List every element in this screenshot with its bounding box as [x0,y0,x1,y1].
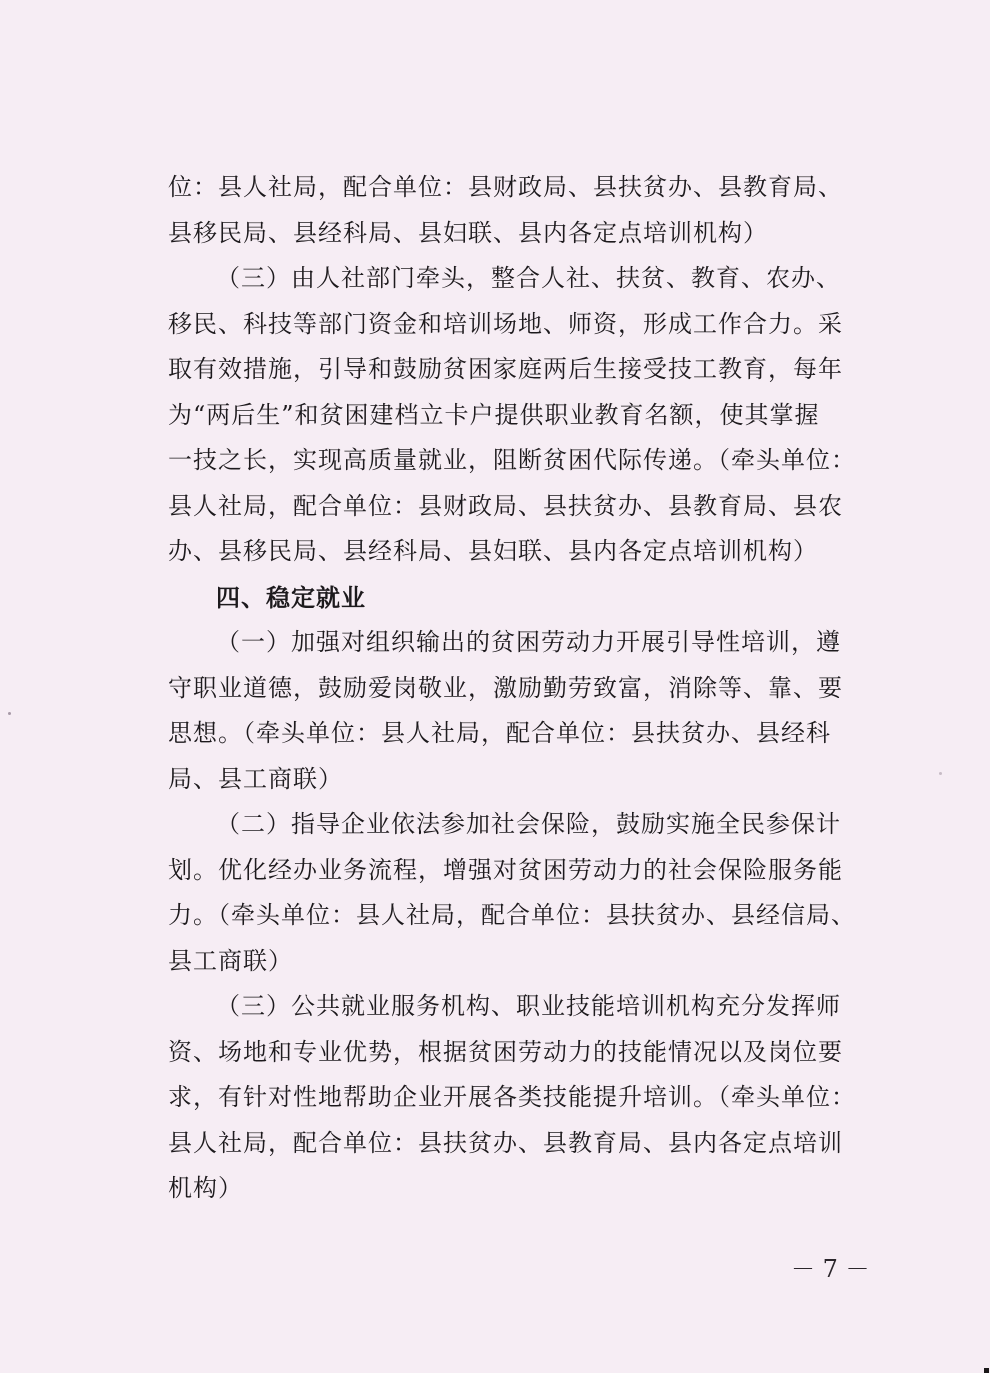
section-three-paragraph [168,256,868,575]
section-heading: 四、稳定就业 [216,582,366,612]
paragraph-line: 思想。（牵头单位：县人社局，配合单位：县扶贫办、县经科 [168,719,831,747]
paragraph-line: 取有效措施，引导和鼓励贫困家庭两后生接受技工教育，每年 [168,355,843,383]
document-body [168,165,868,1212]
paragraph-line: 县人社局，配合单位：县财政局、县扶贫办、县教育局、县农 [168,491,843,520]
paragraph-line: （一）加强对组织输出的贫困劳动力开展引导性培训，遵 [216,628,841,656]
paragraph-line: 办、县移民局、县经科局、县妇联、县内各定点培训机构） [168,537,818,565]
paragraph-line: （三）由人社部门牵头，整合人社、扶贫、教育、农办、 [216,264,841,292]
paragraph-line: 县工商联） [168,946,293,975]
scan-edge-mark [984,1368,989,1373]
paragraph-line: 县移民局、县经科局、县妇联、县内各定点培训机构） [168,218,768,247]
paragraph-line: 位：县人社局，配合单位：县财政局、县扶贫办、县教育局、 [168,173,843,201]
paragraph-line: 机构） [168,1174,243,1202]
continuation-paragraph [168,165,868,256]
paragraph-line: 局、县工商联） [168,764,343,793]
stable-employment-paragraph-three [168,984,868,1212]
page-number: － 7 － [791,1255,870,1283]
paragraph-line: （三）公共就业服务机构、职业技能培训机构充分发挥师 [216,992,841,1020]
paragraph-line: 求，有针对性地帮助企业开展各类技能提升培训。（牵头单位： [168,1083,856,1111]
stable-employment-paragraph-two [168,802,868,984]
section-heading-stable-employment [168,575,868,621]
paragraph-line: 县人社局，配合单位：县扶贫办、县教育局、县内各定点培训 [168,1128,843,1157]
paragraph-line: 为“两后生”和贫困建档立卡户提供职业教育名额，使其掌握 [168,400,820,429]
scan-speck [939,772,942,775]
scan-speck [8,712,11,715]
paragraph-line: 一技之长，实现高质量就业，阻断贫困代际传递。（牵头单位： [168,446,856,474]
paragraph-line: 资、场地和专业优势，根据贫困劳动力的技能情况以及岗位要 [168,1037,843,1066]
paragraph-line: （二）指导企业依法参加社会保险，鼓励实施全民参保计 [216,810,841,838]
paragraph-line: 守职业道德，鼓励爱岗敬业，激励勤劳致富，消除等、靠、要 [168,673,843,702]
paragraph-line: 力。（牵头单位：县人社局，配合单位：县扶贫办、县经信局、 [168,901,856,929]
stable-employment-paragraph-one [168,620,868,802]
paragraph-line: 移民、科技等部门资金和培训场地、师资，形成工作合力。采 [168,309,843,338]
paragraph-line: 划。优化经办业务流程，增强对贫困劳动力的社会保险服务能 [168,855,843,884]
